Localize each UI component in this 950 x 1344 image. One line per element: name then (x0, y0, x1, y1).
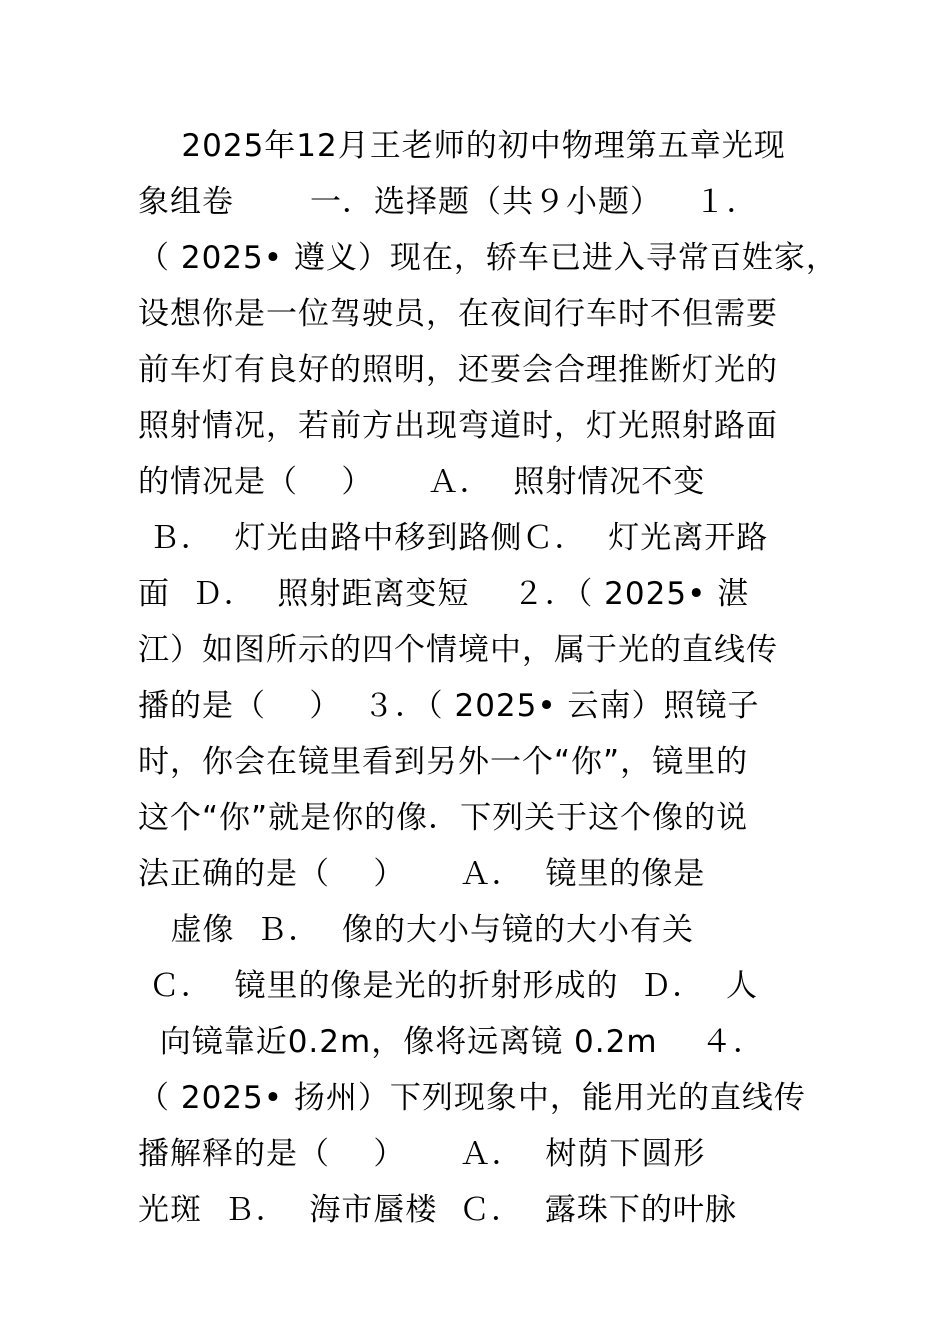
text-line: 2025年12月王老师的初中物理第五章光现 (138, 128, 786, 164)
text-line: 向镜靠近0.2m，像将远离镜 0.2m ４． (138, 1024, 765, 1060)
text-line: 照射情况，若前方出现弯道时，灯光照射路面 (138, 408, 778, 444)
text-line: 象组卷 一．选择题（共９小题） １． (138, 184, 759, 220)
text-line: Ｃ． 镜里的像是光的折射形成的 Ｄ． 人 (138, 968, 758, 1004)
text-line: （ 2025• 遵义）现在，轿车已进入寻常百姓家， (138, 240, 838, 276)
text-line: 江）如图所示的四个情境中，属于光的直线传 (138, 632, 778, 668)
text-line: 虚像 Ｂ． 像的大小与镜的大小有关 (138, 912, 694, 948)
text-line: 播解释的是（ ） Ａ． 树荫下圆形 (138, 1136, 706, 1172)
text-line: 时，你会在镜里看到另外一个“你”，镜里的 (138, 744, 749, 780)
text-line: 这个“你”就是你的像．下列关于这个像的说 (138, 800, 749, 836)
text-line: 播的是（ ） ３．（ 2025• 云南）照镜子 (138, 688, 760, 724)
text-line: Ｂ． 灯光由路中移到路侧Ｃ． 灯光离开路 (138, 520, 769, 556)
text-line: 前车灯有良好的照明，还要会合理推断灯光的 (138, 352, 778, 388)
text-line: 面 Ｄ． 照射距离变短 ２．（ 2025• 湛 (138, 576, 750, 612)
text-line: 法正确的是（ ） Ａ． 镜里的像是 (138, 856, 706, 892)
text-line: （ 2025• 扬州）下列现象中，能用光的直线传 (138, 1080, 806, 1116)
text-line: 设想你是一位驾驶员，在夜间行车时不但需要 (138, 296, 778, 332)
text-line: 的情况是（ ） Ａ． 照射情况不变 (138, 464, 706, 500)
text-line: 光斑 Ｂ． 海市蜃楼 Ｃ． 露珠下的叶脉 (138, 1192, 737, 1228)
